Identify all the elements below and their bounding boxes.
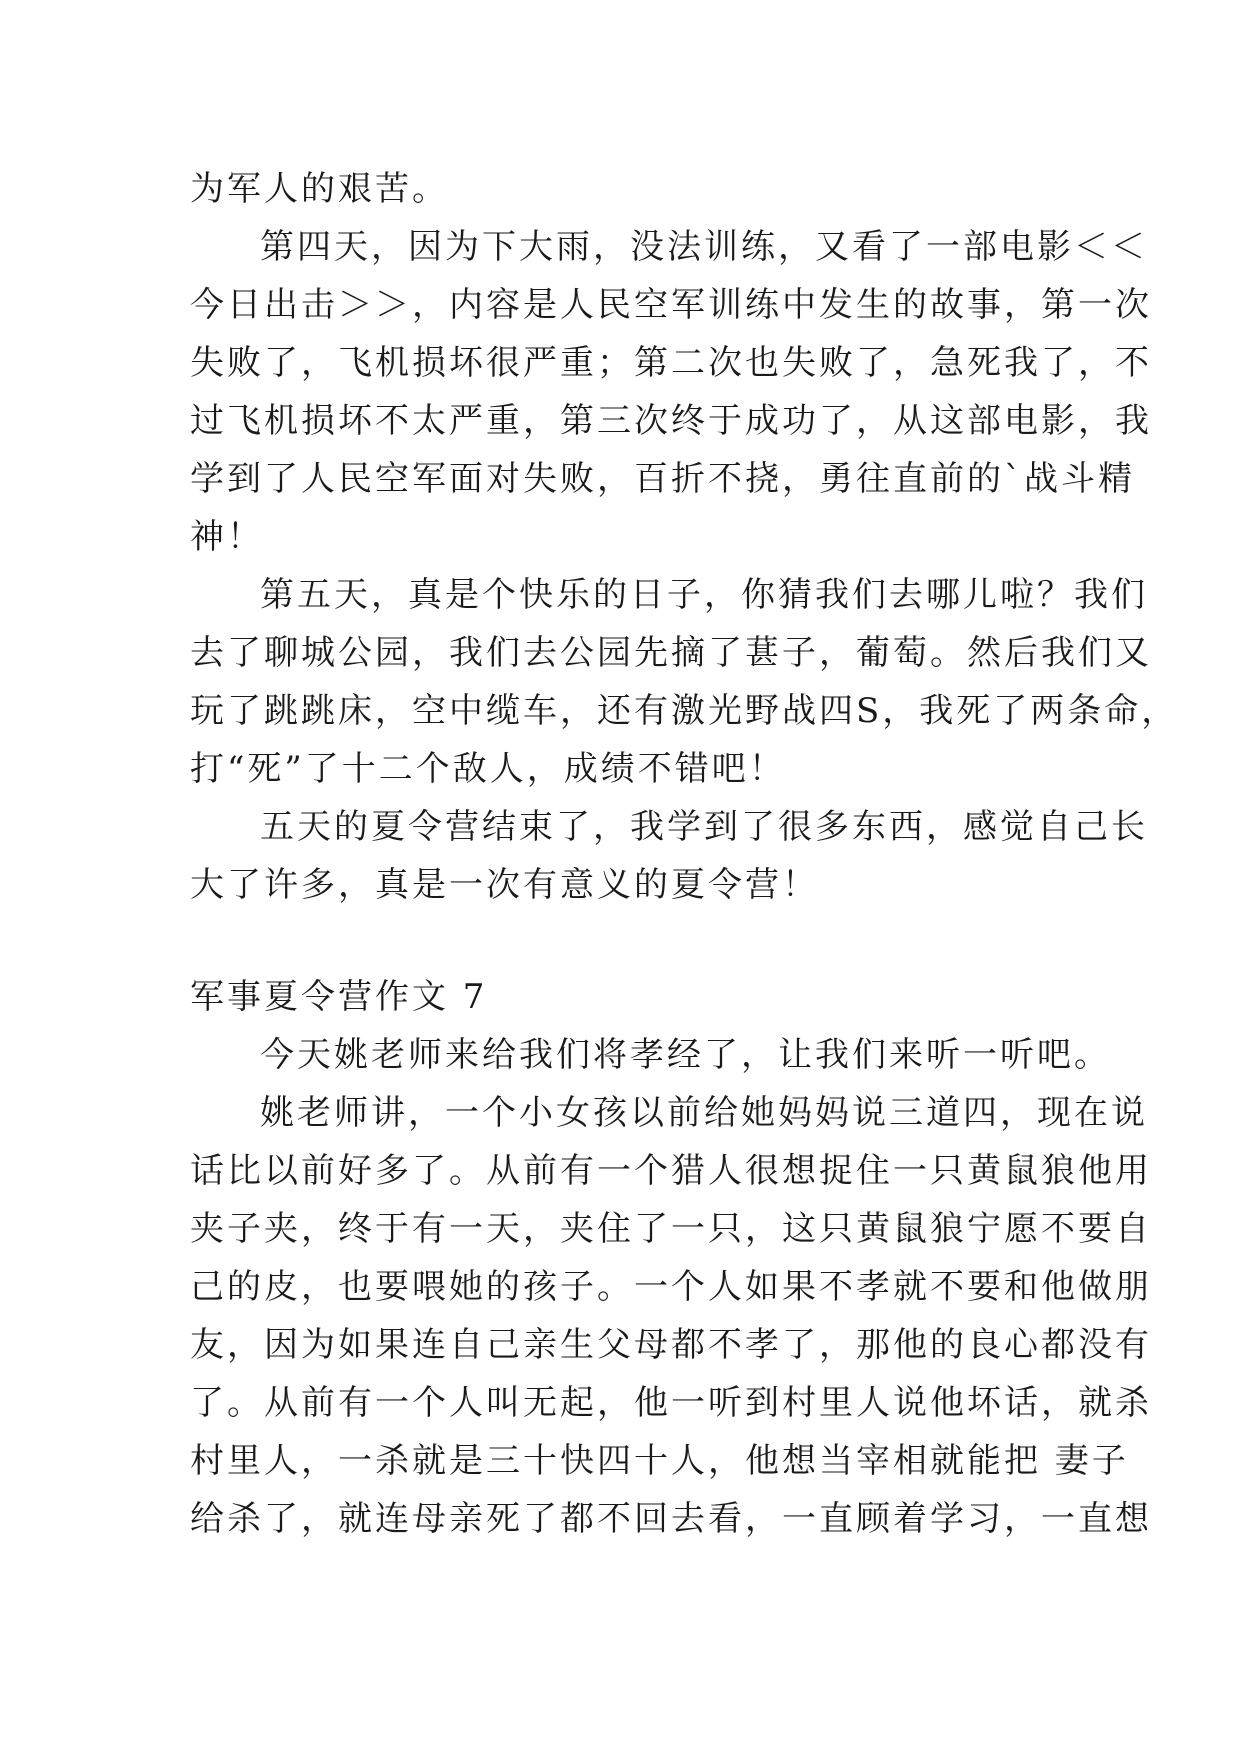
paragraph-conclusion — [190, 798, 1148, 914]
text-line: 失败了，飞机损坏很严重；第二次也失败了，急死我了，不 — [190, 343, 1152, 383]
paragraph-essay7-intro — [190, 1026, 1111, 1084]
text-line: 第五天，真是个快乐的日子，你猜我们去哪儿啦？我们 — [260, 575, 1148, 615]
text-line: 去了聊城公园，我们去公园先摘了葚子，葡萄。然后我们又 — [190, 633, 1152, 673]
text-line: 神！ — [190, 517, 264, 557]
text-line: 五天的夏令营结束了，我学到了很多东西，感觉自己长 — [260, 807, 1148, 847]
section-spacer — [190, 914, 1070, 968]
text-line: 为军人的艰苦。 — [190, 169, 449, 209]
text-line: 己的皮，也要喂她的孩子。一个人如果不孝就不要和他做朋 — [190, 1267, 1152, 1307]
text-line: 话比以前好多了。从前有一个猎人很想捉住一只黄鼠狼他用 — [190, 1151, 1152, 1191]
text-line: 打“死”了十二个敌人，成绩不错吧！ — [190, 749, 786, 789]
text-line: 今日出击＞＞，内容是人民空军训练中发生的故事，第一次 — [190, 285, 1152, 325]
text-line: 第四天，因为下大雨，没法训练，又看了一部电影＜＜ — [260, 227, 1148, 267]
paragraph-day-four — [190, 218, 1152, 566]
text-line: 今天姚老师来给我们将孝经了，让我们来听一听吧。 — [260, 1035, 1111, 1075]
text-line: 了。从前有一个人叫无起，他一听到村里人说他坏话，就杀 — [190, 1383, 1152, 1423]
text-line: 玩了跳跳床，空中缆车，还有激光野战四S，我死了两条命， — [190, 691, 1179, 731]
text-line: 学到了人民空军面对失败，百折不挠，勇往直前的`战斗精 — [190, 459, 1135, 499]
text-line: 过飞机损坏不太严重，第三次终于成功了，从这部电影，我 — [190, 401, 1152, 441]
text-line: 夹子夹，终于有一天，夹住了一只，这只黄鼠狼宁愿不要自 — [190, 1209, 1152, 1249]
text-line: 友，因为如果连自己亲生父母都不孝了，那他的良心都没有 — [190, 1325, 1152, 1365]
text-line: 村里人，一杀就是三十快四十人，他想当宰相就能把 妻子 — [190, 1441, 1129, 1481]
document-body — [190, 160, 1179, 1548]
essay-title: 军事夏令营作文 7 — [190, 977, 488, 1017]
text-line: 给杀了，就连母亲死了都不回去看，一直顾着学习，一直想 — [190, 1499, 1152, 1539]
paragraph-essay7-body — [190, 1084, 1152, 1548]
text-line: 大了许多，真是一次有意义的夏令营！ — [190, 865, 819, 905]
text-line: 姚老师讲，一个小女孩以前给她妈妈说三道四，现在说 — [260, 1093, 1148, 1133]
paragraph-day-five — [190, 566, 1179, 798]
